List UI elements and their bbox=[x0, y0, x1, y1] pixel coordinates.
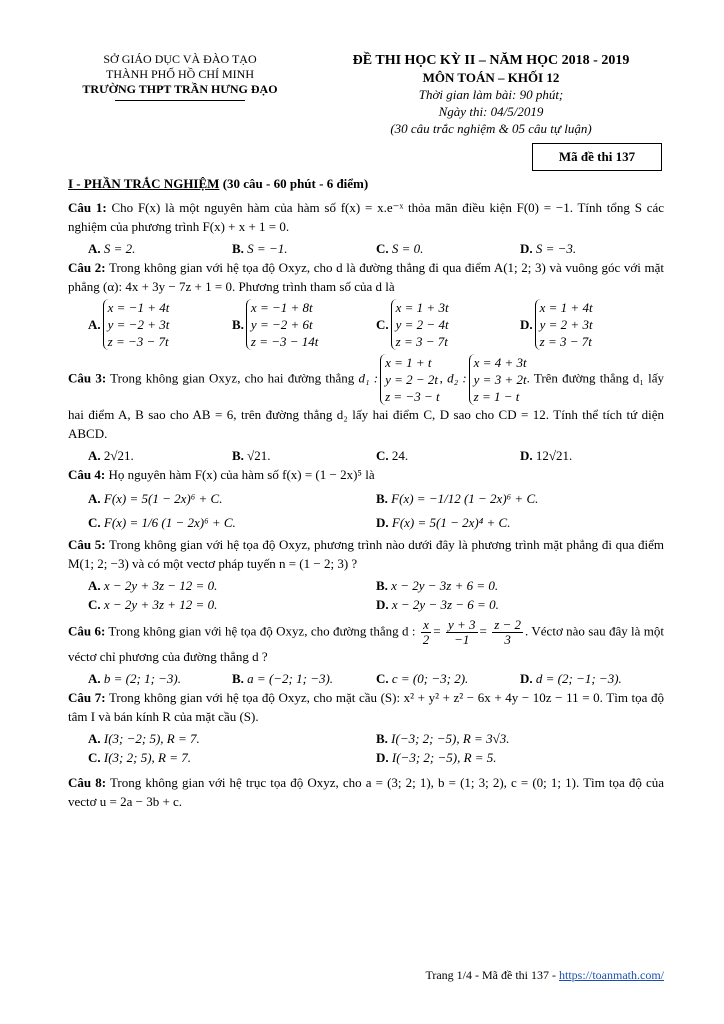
option-d[interactable]: D. I(−3; 2; −5), R = 5. bbox=[376, 750, 497, 765]
question-text: Cho F(x) là một nguyên hàm của hàm số f(x) = x.e⁻ˣ thỏa mãn điều kiện F(0) = −1. Tính tổng S các nghiệm của phương trình F(x) + x + 1 = 0. bbox=[68, 200, 664, 234]
exam-title: ĐỀ THI HỌC KỲ II – NĂM HỌC 2018 - 2019 bbox=[352, 53, 630, 68]
fraction: $\frac{y + 3}{-1}$ bbox=[447, 617, 476, 647]
question-2 bbox=[68, 258, 664, 296]
line-d1-system: x = 1 + t y = 2 − 2t z = −3 − t bbox=[380, 354, 440, 405]
exam-date: Ngày thi: 04/5/2019 bbox=[438, 104, 544, 119]
options-q3 bbox=[68, 446, 664, 465]
equation-system: x = 1 + 4t y = 2 + 3t z = 3 − 7t bbox=[535, 299, 593, 350]
question-1 bbox=[68, 198, 664, 236]
option-b[interactable]: B. I(−3; 2; −5), R = 3√3. bbox=[376, 731, 510, 746]
question-label: Câu 8: bbox=[68, 775, 107, 790]
question-text: Trong không gian với hệ tọa độ Oxyz, cho đường thẳng d : bbox=[108, 623, 416, 639]
option-a[interactable]: A. 2√21. bbox=[88, 448, 134, 463]
option-c[interactable]: C. x = 1 + 3t y = 2 − 4t z = 3 − 7t bbox=[376, 300, 449, 349]
option-b[interactable]: B. x − 2y − 3z + 6 = 0. bbox=[376, 578, 499, 593]
option-c[interactable]: C. F(x) = 1/6 (1 − 2x)⁶ + C. bbox=[88, 515, 236, 530]
section-detail: (30 câu - 60 phút - 6 điểm) bbox=[219, 176, 369, 191]
question-label: Câu 1: bbox=[68, 200, 107, 215]
questions-container bbox=[68, 198, 664, 814]
question-text: Trong không gian với hệ tọa độ Oxyz, cho d là đường thẳng đi qua điểm A(1; 2; 3) và vuông góc với mặt phẳng (α): 4x + 3y − 7z + 1 = 0. Phương trình tham số của d là bbox=[68, 260, 664, 294]
exam-subject: MÔN TOÁN – KHỐI 12 bbox=[422, 70, 560, 85]
header-rule bbox=[115, 100, 245, 101]
header-left bbox=[60, 52, 300, 101]
footer-text: Trang 1/4 - Mã đề thi 137 - bbox=[425, 968, 559, 982]
option-c[interactable]: C. S = 0. bbox=[376, 241, 424, 256]
question-text: Trong không gian với hệ tọa độ Oxyz, cho mặt cầu (S): x² + y² + z² − 6x + 4y − 10z − 11 = 0. Tìm tọa độ tâm I và bán kính R của mặt cầu (S). bbox=[68, 690, 665, 724]
question-label: Câu 3: bbox=[68, 370, 107, 386]
question-label: Câu 6: bbox=[68, 623, 106, 639]
question-6: Câu 6: Trong không gian với hệ tọa độ Oxyz, cho đường thẳng d : $\frac{x}{2}$ = $\frac{y + 3}{-1}$ = $\frac{z - 2}{3}$ . Véctơ nào sau đây là một véctơ chỉ phương của đường thẳng d ? bbox=[68, 617, 665, 664]
question-text: Trong không gian Oxyz, cho hai đường thẳng bbox=[110, 370, 355, 386]
line-d2-system: x = 4 + 3t y = 3 + 2t z = 1 − t bbox=[469, 354, 527, 405]
question-7 bbox=[68, 688, 664, 726]
option-a[interactable]: A. I(3; −2; 5), R = 7. bbox=[88, 731, 200, 746]
question-label: Câu 2: bbox=[68, 260, 106, 275]
question-label: Câu 5: bbox=[68, 537, 106, 552]
options-q1 bbox=[68, 239, 664, 258]
equation-system: x = −1 + 8t y = −2 + 6t z = −3 − 14t bbox=[246, 299, 319, 350]
option-b[interactable]: B. √21. bbox=[232, 448, 271, 463]
fraction: $\frac{x}{2}$ bbox=[422, 617, 430, 647]
dept-line-2: THÀNH PHỐ HỒ CHÍ MINH bbox=[106, 67, 254, 81]
dept-line-1: SỞ GIÁO DỤC VÀ ĐÀO TẠO bbox=[103, 52, 257, 66]
option-c[interactable]: C. 24. bbox=[376, 448, 409, 463]
option-a[interactable]: A. x = −1 + 4t y = −2 + 3t z = −3 − 7t bbox=[88, 300, 170, 349]
footer-link[interactable]: https://toanmath.com/ bbox=[559, 968, 664, 982]
question-text: Trong không gian với hệ tọa độ Oxyz, phương trình nào dưới đây là phương trình mặt phẳng đi qua điểm M(1; 2; −3) và có một vectơ pháp tuyến n = (1 − 2; 3) ? bbox=[68, 537, 665, 571]
option-a[interactable]: A. b = (2; 1; −3). bbox=[88, 671, 182, 686]
fraction: $\frac{z - 2}{3}$ bbox=[494, 617, 522, 647]
option-d[interactable]: D. x = 1 + 4t y = 2 + 3t z = 3 − 7t bbox=[520, 300, 593, 349]
option-b[interactable]: B. S = −1. bbox=[232, 241, 288, 256]
exam-structure: (30 câu trắc nghiệm & 05 câu tự luận) bbox=[390, 121, 592, 136]
question-text-cont: . Trên đường thẳng d₁ lấy hai điểm A, B sao cho AB = 6, trên đường thẳng d₂ lấy hai điểm C, D sao cho CD = 12. Tính thể tích tứ diện ABCD. bbox=[68, 370, 665, 441]
option-a[interactable]: A. F(x) = 5(1 − 2x)⁶ + C. bbox=[88, 491, 223, 506]
option-d[interactable]: D. S = −3. bbox=[520, 241, 577, 256]
equation-system: x = 1 + 3t y = 2 − 4t z = 3 − 7t bbox=[391, 299, 449, 350]
option-b[interactable]: B. F(x) = −1/12 (1 − 2x)⁶ + C. bbox=[376, 491, 539, 506]
option-d[interactable]: D. 12√21. bbox=[520, 448, 573, 463]
question-label: Câu 4: bbox=[68, 467, 106, 482]
option-c[interactable]: C. I(3; 2; 5), R = 7. bbox=[88, 750, 191, 765]
question-text: Trong không gian với hệ trục tọa độ Oxyz, cho a = (3; 2; 1), b = (1; 3; 2), c = (0; 1; 1). Tìm tọa độ của vectơ u = 2a − 3b + c. bbox=[68, 775, 664, 809]
option-c[interactable]: C. x − 2y + 3z + 12 = 0. bbox=[88, 597, 218, 612]
question-text-cont: . Véctơ nào sau đây là một véctơ chỉ phương của đường thẳng d ? bbox=[68, 623, 665, 664]
options-q4 bbox=[68, 487, 664, 535]
question-text: Họ nguyên hàm F(x) của hàm số f(x) = (1 − 2x)⁵ là bbox=[108, 467, 375, 482]
exam-duration: Thời gian làm bài: 90 phút; bbox=[418, 87, 564, 102]
option-c[interactable]: C. c = (0; −3; 2). bbox=[376, 671, 469, 686]
option-d[interactable]: D. d = (2; −1; −3). bbox=[520, 671, 622, 686]
option-d[interactable]: D. x − 2y − 3z − 6 = 0. bbox=[376, 597, 499, 612]
question-label: Câu 7: bbox=[68, 690, 106, 705]
options-q7 bbox=[68, 729, 664, 767]
question-8 bbox=[68, 773, 664, 811]
question-4 bbox=[68, 465, 664, 484]
page-footer bbox=[0, 968, 664, 983]
options-q2 bbox=[68, 299, 664, 350]
equation-system: x = −1 + 4t y = −2 + 3t z = −3 − 7t bbox=[103, 299, 170, 350]
school-name: TRƯỜNG THPT TRẦN HƯNG ĐẠO bbox=[82, 82, 278, 96]
question-5 bbox=[68, 535, 664, 573]
option-b[interactable]: B. x = −1 + 8t y = −2 + 6t z = −3 − 14t bbox=[232, 300, 319, 349]
options-q5 bbox=[68, 576, 664, 614]
option-a[interactable]: A. x − 2y + 3z − 12 = 0. bbox=[88, 578, 218, 593]
options-q6 bbox=[68, 669, 664, 688]
option-a[interactable]: A. S = 2. bbox=[88, 241, 136, 256]
section-heading bbox=[68, 176, 368, 192]
option-b[interactable]: B. a = (−2; 1; −3). bbox=[232, 671, 334, 686]
section-title: I - PHẦN TRẮC NGHIỆM bbox=[68, 176, 220, 191]
option-d[interactable]: D. F(x) = 5(1 − 2x)⁴ + C. bbox=[376, 515, 511, 530]
header-right bbox=[318, 52, 664, 137]
question-3: Câu 3: Trong không gian Oxyz, cho hai đường thẳng d₁ :x = 1 + t y = 2 − 2t z = −3 − t, d₂ :x = 4 + 3t y = 3 + 2t z = 1 − t. Trên đường thẳng d₁ lấy hai điểm A, B sao cho AB = 6, trên đường thẳng d₂ lấy hai điểm C, D sao cho CD = 12. Tính thể tích tứ diện ABCD. bbox=[68, 355, 665, 441]
exam-code-box: Mã đề thi 137 bbox=[532, 143, 662, 171]
